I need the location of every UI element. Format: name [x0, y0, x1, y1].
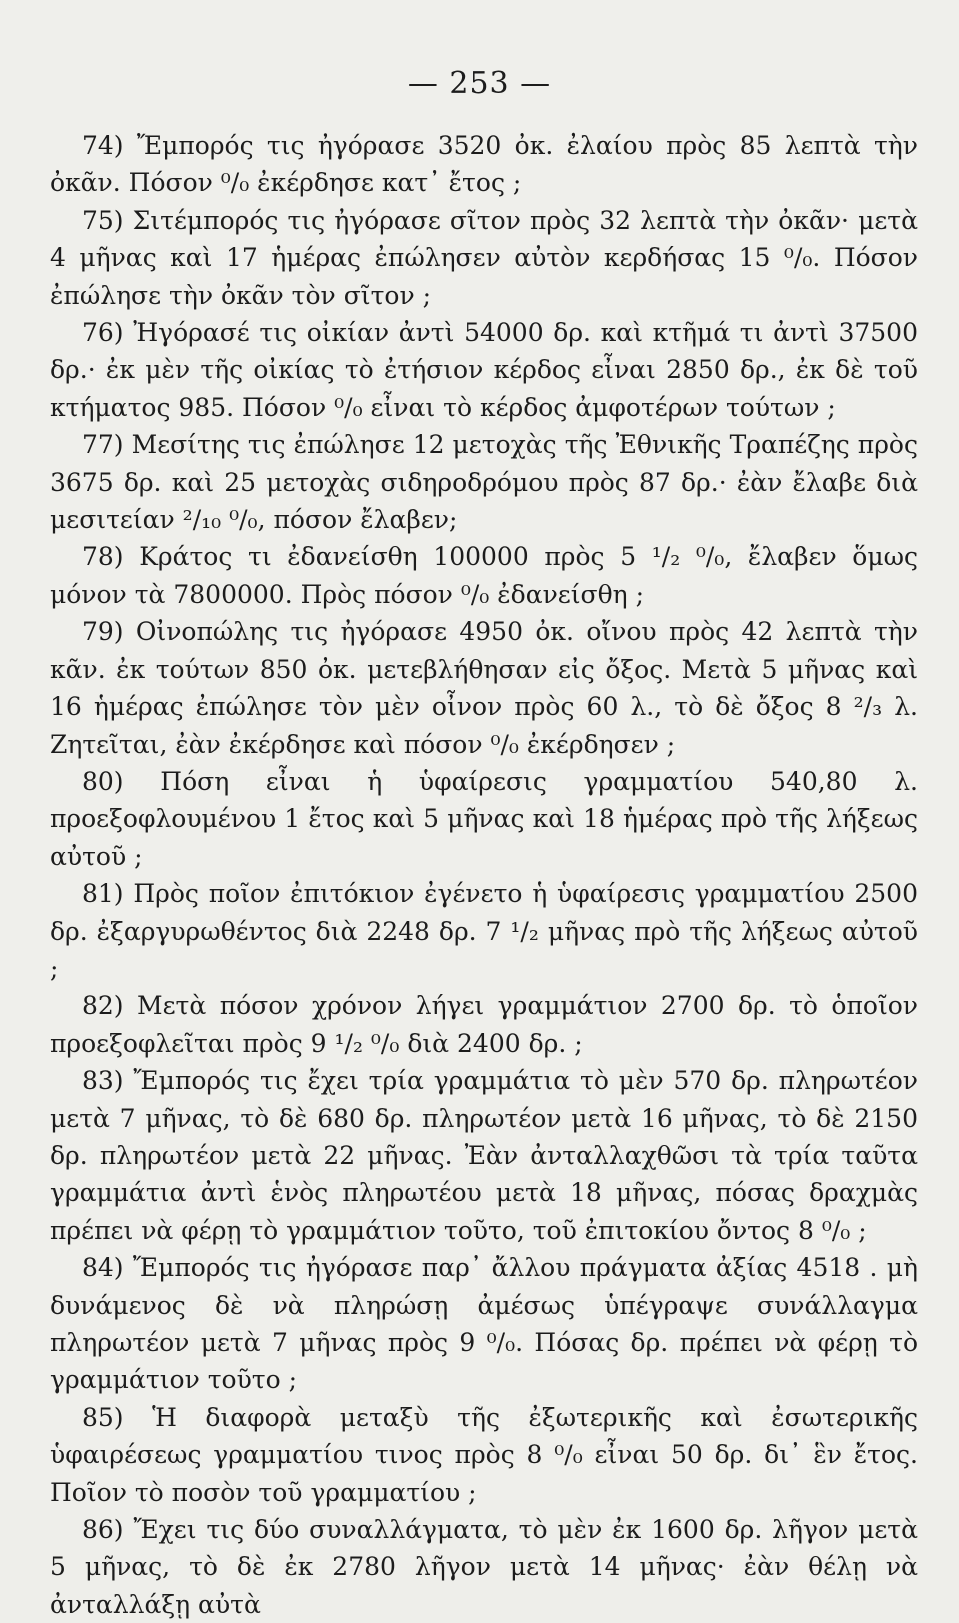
exercise-80: 80) Πόση εἶναι ἡ ὑφαίρεσις γραμματίου 540,80 λ. προεξοφλουμένου 1 ἔτος καὶ 5 μῆνας καὶ 18 ἡμέρας πρὸ τῆς λήξεως αὐτοῦ ; [50, 766, 918, 871]
exercise-82: 82) Μετὰ πόσον χρόνον λήγει γραμμάτιον 2700 δρ. τὸ ὁποῖον προεξοφλεῖται πρὸς 9 ¹/₂ ⁰/₀ διὰ 2400 δρ. ; [50, 991, 918, 1058]
exercise-86: 86) Ἔχει τις δύο συναλλάγματα, τὸ μὲν ἐκ 1600 δρ. λῆγον μετὰ 5 μῆνας, τὸ δὲ ἐκ 2780 λῆγον μετὰ 14 μῆνας· ἐὰν θέλῃ νὰ ἀνταλλάξῃ αὐτὰ [50, 1515, 918, 1619]
exercise-84: 84) Ἔμπορός τις ἠγόρασε παρ᾽ ἄλλου πράγματα ἀξίας 4518 . μὴ δυνάμενος δὲ νὰ πληρώσῃ ἀμέσως ὑπέγραψε συνάλλαγμα πληρωτέον μετὰ 7 μῆνας πρὸς 9 ⁰/₀. Πόσας δρ. πρέπει νὰ φέρῃ τὸ γραμμάτιον τοῦτο ; [50, 1253, 918, 1395]
exercise-83: 83) Ἔμπορός τις ἔχει τρία γραμμάτια τὸ μὲν 570 δρ. πληρωτέον μετὰ 7 μῆνας, τὸ δὲ 680 δρ. πληρωτέον μετὰ 16 μῆνας, τὸ δὲ 2150 δρ. πληρωτέον μετὰ 22 μῆνας. Ἐὰν ἀνταλλαχθῶσι τὰ τρία ταῦτα γραμμάτια ἀντὶ ἑνὸς πληρωτέου μετὰ 18 μῆνας, πόσας δραχμὰς πρέπει νὰ φέρῃ τὸ γραμμάτιον τοῦτο, τοῦ ἐπιτοκίου ὄντος 8 ⁰/₀ ; [50, 1066, 918, 1245]
exercise-list [50, 127, 918, 1623]
exercise-77: 77) Μεσίτης τις ἐπώλησε 12 μετοχὰς τῆς Ἐθνικῆς Τραπέζης πρὸς 3675 δρ. καὶ 25 μετοχὰς σιδηροδρόμου πρὸς 87 δρ.· ἐὰν ἔλαβε διὰ μεσιτείαν ²/₁₀ ⁰/₀, πόσον ἔλαβεν; [50, 430, 918, 535]
exercise-74: 74) Ἔμπορός τις ἠγόρασε 3520 ὀκ. ἐλαίου πρὸς 85 λεπτὰ τὴν ὀκᾶν. Πόσον ⁰/₀ ἐκέρδησε κατ᾽ ἔτος ; [50, 131, 918, 198]
exercise-81: 81) Πρὸς ποῖον ἐπιτόκιον ἐγένετο ἡ ὑφαίρεσις γραμματίου 2500 δρ. ἐξαργυρωθέντος διὰ 2248 δρ. 7 ¹/₂ μῆνας πρὸ τῆς λήξεως αὐτοῦ ; [50, 879, 918, 983]
exercise-79: 79) Οἰνοπώλης τις ἠγόρασε 4950 ὀκ. οἴνου πρὸς 42 λεπτὰ τὴν κᾶν. ἐκ τούτων 850 ὀκ. μετεβλήθησαν εἰς ὄξος. Μετὰ 5 μῆνας καὶ 16 ἡμέρας ἐπώλησε τὸν μὲν οἶνον πρὸς 60 λ., τὸ δὲ ὄξος 8 ²/₃ λ. Ζητεῖται, ἐὰν ἐκέρδησε καὶ πόσον ⁰/₀ ἐκέρδησεν ; [50, 617, 918, 759]
exercise-85: 85) Ἡ διαφορὰ μεταξὺ τῆς ἐξωτερικῆς καὶ ἐσωτερικῆς ὑφαιρέσεως γραμματίου τινος πρὸς 8 ⁰/₀ εἶναι 50 δρ. δι᾽ ἓν ἔτος. Ποῖον τὸ ποσὸν τοῦ γραμματίου ; [50, 1402, 918, 1507]
exercise-76: 76) Ἠγόρασέ τις οἰκίαν ἀντὶ 54000 δρ. καὶ κτῆμά τι ἀντὶ 37500 δρ.· ἐκ μὲν τῆς οἰκίας τὸ ἐτήσιον κέρδος εἶναι 2850 δρ., ἐκ δὲ τοῦ κτήματος 985. Πόσον ⁰/₀ εἶναι τὸ κέρδος ἀμφοτέρων τούτων ; [50, 318, 918, 422]
exercise-78: 78) Κράτος τι ἐδανείσθη 100000 πρὸς 5 ¹/₂ ⁰/₀, ἔλαβεν ὅμως μόνον τὰ 7800000. Πρὸς πόσον ⁰/₀ ἐδανείσθη ; [50, 542, 918, 609]
exercise-75: 75) Σιτέμπορός τις ἠγόρασε σῖτον πρὸς 32 λεπτὰ τὴν ὀκᾶν· μετὰ 4 μῆνας καὶ 17 ἡμέρας ἐπώλησεν αὐτὸν κερδήσας 15 ⁰/₀. Πόσον ἐπώλησε τὴν ὀκᾶν τὸν σῖτον ; [50, 205, 918, 310]
page-number: — 253 — [407, 66, 552, 101]
